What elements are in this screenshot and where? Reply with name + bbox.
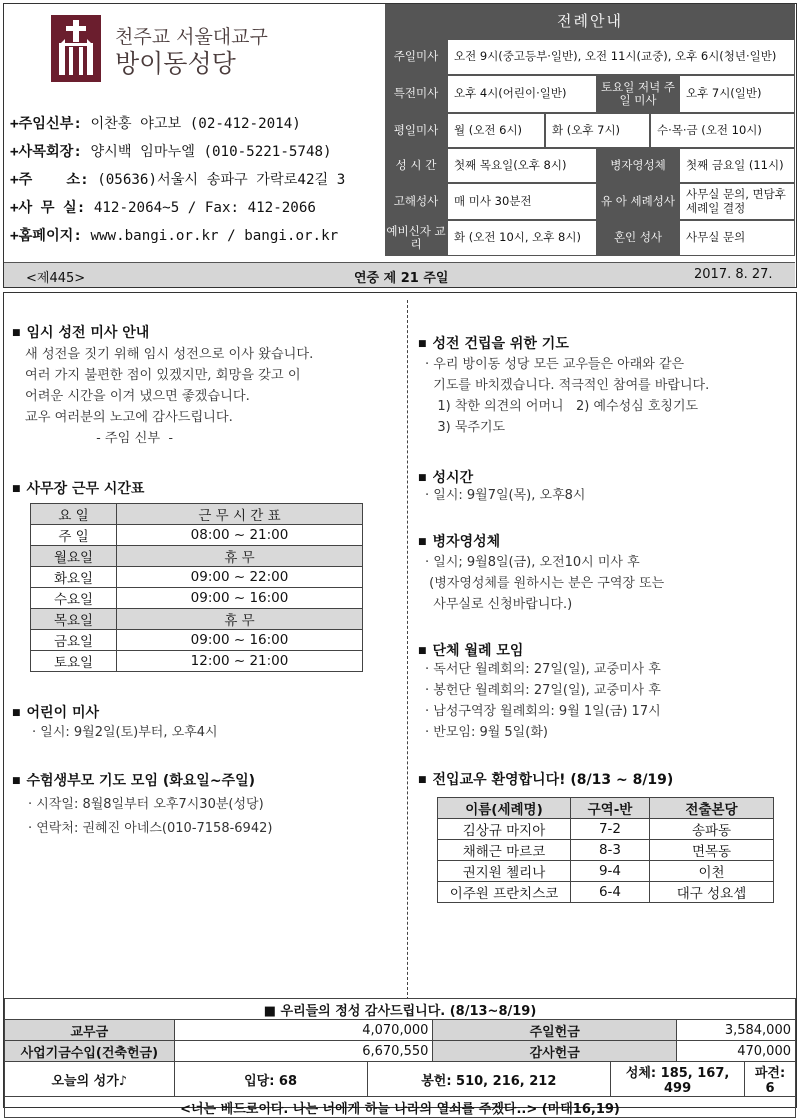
temp-mass-text: 새 성전을 짓기 위해 임시 성전으로 이사 왔습니다. 여러 가지 불편한 점이 있겠지만, 회망을 갖고 이 어려운 시간을 이겨 냈으면 좋겠습니다. 교우 여러분의 노고에 감사드립니다. - 주임 신부 - xyxy=(25,347,314,446)
table-row xyxy=(31,630,363,651)
offering-title: ■ 우리들의 정성 감사드립니다. (8/13~8/19) xyxy=(5,999,796,1020)
wedding-info: 사무실 문의 xyxy=(679,220,795,256)
hymn-label: 오늘의 성가♪ xyxy=(5,1062,175,1097)
hymn-offertory: 봉헌: 510, 216, 212 xyxy=(367,1062,611,1097)
church-logo-icon xyxy=(51,15,101,82)
table-row xyxy=(438,882,774,903)
sick-communion-header: 병자영성체 xyxy=(597,148,679,183)
cell-hours: 휴 무 xyxy=(117,609,363,630)
cell-day: 월요일 xyxy=(31,546,117,567)
confession-time: 매 미사 30분전 xyxy=(447,183,597,220)
gospel-verse: <너는 베드로이다. 나는 너에게 하늘 나라의 열쇠를 주겠다..> (마태16,19) xyxy=(5,1097,796,1118)
exam-prayer-title: ■ 수험생부모 기도 모임 (화요일~주일) xyxy=(12,770,255,790)
table-row xyxy=(438,840,774,861)
cell-hours: 12:00 ~ 21:00 xyxy=(117,651,363,672)
value-sunday-offering: 3,584,000 xyxy=(676,1020,795,1041)
wed-fri-mass: 수·목·금 (오전 10시) xyxy=(650,113,795,148)
sick-communion-time: 첫째 금요일 (11시) xyxy=(679,148,795,183)
cell-district: 9-4 xyxy=(571,861,650,882)
offering-totals xyxy=(4,998,796,1118)
col-name: 이름(세례명) xyxy=(438,798,571,819)
issue-number: <제445> xyxy=(26,271,86,286)
monday-mass: 월 (오전 6시) xyxy=(447,113,545,148)
table-row xyxy=(31,609,363,630)
hymn-communion: 성체: 185, 167, 499 xyxy=(611,1062,745,1097)
office-hours-title: ■ 사무장 근무 시간표 xyxy=(12,478,144,498)
info-office: +사 무 실: 412-2064~5 / Fax: 412-2066 xyxy=(10,200,316,216)
cell-hours: 09:00 ~ 16:00 xyxy=(117,588,363,609)
table-row xyxy=(438,819,774,840)
cell-day: 수요일 xyxy=(31,588,117,609)
value-tithe: 4,070,000 xyxy=(174,1020,433,1041)
table-header-row xyxy=(31,504,363,525)
label-sunday-offering: 주일헌금 xyxy=(433,1020,677,1041)
catechism-time: 화 (오전 10시, 오후 8시) xyxy=(447,220,597,256)
cell-name: 권지원 첼리나 xyxy=(438,861,571,882)
holy-hour-time: 첫째 목요일(오후 8시) xyxy=(447,148,597,183)
holy-hour-header: 성 시 간 xyxy=(385,148,447,183)
weekday-mass-header: 평일미사 xyxy=(385,113,447,148)
exam-prayer-start: · 시작일: 8월8일부터 오후7시30분(성당) xyxy=(28,797,264,812)
church-name: 방이동성당 xyxy=(115,49,236,78)
cell-day: 목요일 xyxy=(31,609,117,630)
holy-hour-date: · 일시: 9월7일(목), 오후8시 xyxy=(425,488,586,503)
group-meeting-text: · 독서단 월례회의: 27일(일), 교중미사 후 · 봉헌단 월례회의: 27일(일), 교중미사 후 · 남성구역장 월례회의: 9월 1일(금) 17시 · 반모임: 9월 5일(화) xyxy=(425,662,661,740)
welcome-table xyxy=(437,797,774,903)
special-mass-times: 오후 4시(어린이·일반) xyxy=(447,75,597,113)
infant-baptism-header: 유 아 세례성사 xyxy=(597,183,679,220)
temp-mass-title: ■ 임시 성전 미사 안내 xyxy=(12,322,149,342)
value-thanks-offering: 470,000 xyxy=(676,1041,795,1062)
table-header-row xyxy=(438,798,774,819)
saturday-evening-header: 토요일 저녁 주일 미사 xyxy=(597,75,679,113)
cell-parish: 이천 xyxy=(650,861,774,882)
cell-district: 6-4 xyxy=(571,882,650,903)
cell-day: 주 일 xyxy=(31,525,117,546)
table-row xyxy=(31,546,363,567)
label-thanks-offering: 감사헌금 xyxy=(433,1041,677,1062)
wedding-header: 혼인 성사 xyxy=(597,220,679,256)
label-building-fund: 사업기금수입(건축헌금) xyxy=(5,1041,175,1062)
group-meeting-title: ■ 단체 월례 모임 xyxy=(418,640,523,660)
sunday-mass-header: 주일미사 xyxy=(385,39,447,75)
confession-header: 고해성사 xyxy=(385,183,447,220)
liturgy-schedule xyxy=(385,4,795,256)
cell-parish: 대구 성요셉 xyxy=(650,882,774,903)
table-row xyxy=(438,861,774,882)
table-row xyxy=(31,567,363,588)
cell-day: 화요일 xyxy=(31,567,117,588)
kids-mass-title: ■ 어린이 미사 xyxy=(12,702,99,722)
catechism-header: 예비신자 교 리 xyxy=(385,220,447,256)
label-tithe: 교무금 xyxy=(5,1020,175,1041)
sick-communion-title: ■ 병자영성체 xyxy=(418,531,500,551)
holy-hour-title: ■ 성시간 xyxy=(418,467,473,487)
col-previous-parish: 전출본당 xyxy=(650,798,774,819)
liturgical-sunday: 연중 제 21 주일 xyxy=(354,271,449,286)
exam-prayer-contact: · 연락처: 권혜진 아네스(010-7158-6942) xyxy=(28,821,273,836)
info-homepage: +홈페이지: www.bangi.or.kr / bangi.or.kr xyxy=(10,228,339,244)
issue-bar xyxy=(4,262,795,287)
sick-communion-text: · 일시; 9월8일(금), 오전10시 미사 후 (병자영성체를 원하시는 분은 구역장 또는 사무실로 신청바랍니다.) xyxy=(425,555,665,612)
col-day: 요 일 xyxy=(31,504,117,525)
column-divider xyxy=(407,300,408,1000)
info-address: +주 소: (05636)서울시 송파구 가락로42길 3 xyxy=(10,172,346,188)
info-pastor: +주임신부: 이찬홍 야고보 (02-412-2014) xyxy=(10,116,301,132)
cell-name: 채해근 마르코 xyxy=(438,840,571,861)
saturday-evening-times: 오후 7시(일반) xyxy=(679,75,795,113)
info-council-president: +사목회장: 양시백 임마누엘 (010-5221-5748) xyxy=(10,144,332,160)
issue-date: 2017. 8. 27. xyxy=(694,267,773,282)
value-building-fund: 6,670,550 xyxy=(174,1041,433,1062)
special-mass-header: 특전미사 xyxy=(385,75,447,113)
cell-name: 이주원 프란치스코 xyxy=(438,882,571,903)
building-prayer-title: ■ 성전 건립을 위한 기도 xyxy=(418,333,569,353)
cell-district: 8-3 xyxy=(571,840,650,861)
col-district: 구역-반 xyxy=(571,798,650,819)
welcome-title: ■ 전입교우 환영합니다! (8/13 ~ 8/19) xyxy=(418,769,673,789)
diocese-name: 천주교 서울대교구 xyxy=(115,26,268,48)
cell-day: 금요일 xyxy=(31,630,117,651)
building-prayer-text: · 우리 방이동 성당 모든 교우들은 아래와 같은 기도를 바치겠습니다. 적극적인 참여를 바랍니다. 1) 착한 의견의 어머니 2) 예수성심 호칭기도 3) 묵주기도 xyxy=(425,357,710,435)
cell-hours: 휴 무 xyxy=(117,546,363,567)
kids-mass-date: · 일시: 9월2일(토)부터, 오후4시 xyxy=(32,725,218,740)
cell-name: 김상규 마지아 xyxy=(438,819,571,840)
schedule-title: 전례안내 xyxy=(385,4,795,39)
hymn-dismissal: 파견: 6 xyxy=(745,1062,796,1097)
sunday-mass-times: 오전 9시(중고등부·일반), 오전 11시(교중), 오후 6시(청년·일반) xyxy=(447,39,795,75)
cell-district: 7-2 xyxy=(571,819,650,840)
office-hours-table xyxy=(30,503,363,672)
table-row xyxy=(31,588,363,609)
col-hours: 근 무 시 간 표 xyxy=(117,504,363,525)
cell-hours: 09:00 ~ 22:00 xyxy=(117,567,363,588)
cell-parish: 송파동 xyxy=(650,819,774,840)
cell-hours: 09:00 ~ 16:00 xyxy=(117,630,363,651)
hymn-entrance: 입당: 68 xyxy=(174,1062,367,1097)
table-row xyxy=(31,525,363,546)
cell-hours: 08:00 ~ 21:00 xyxy=(117,525,363,546)
homepage-link[interactable]: www.bangi.or.kr / bangi.or.kr xyxy=(90,228,339,244)
infant-baptism-info: 사무실 문의, 면담후 세례일 결정 xyxy=(679,183,795,220)
table-row xyxy=(31,651,363,672)
cell-day: 토요일 xyxy=(31,651,117,672)
tuesday-mass: 화 (오후 7시) xyxy=(545,113,650,148)
cell-parish: 면목동 xyxy=(650,840,774,861)
